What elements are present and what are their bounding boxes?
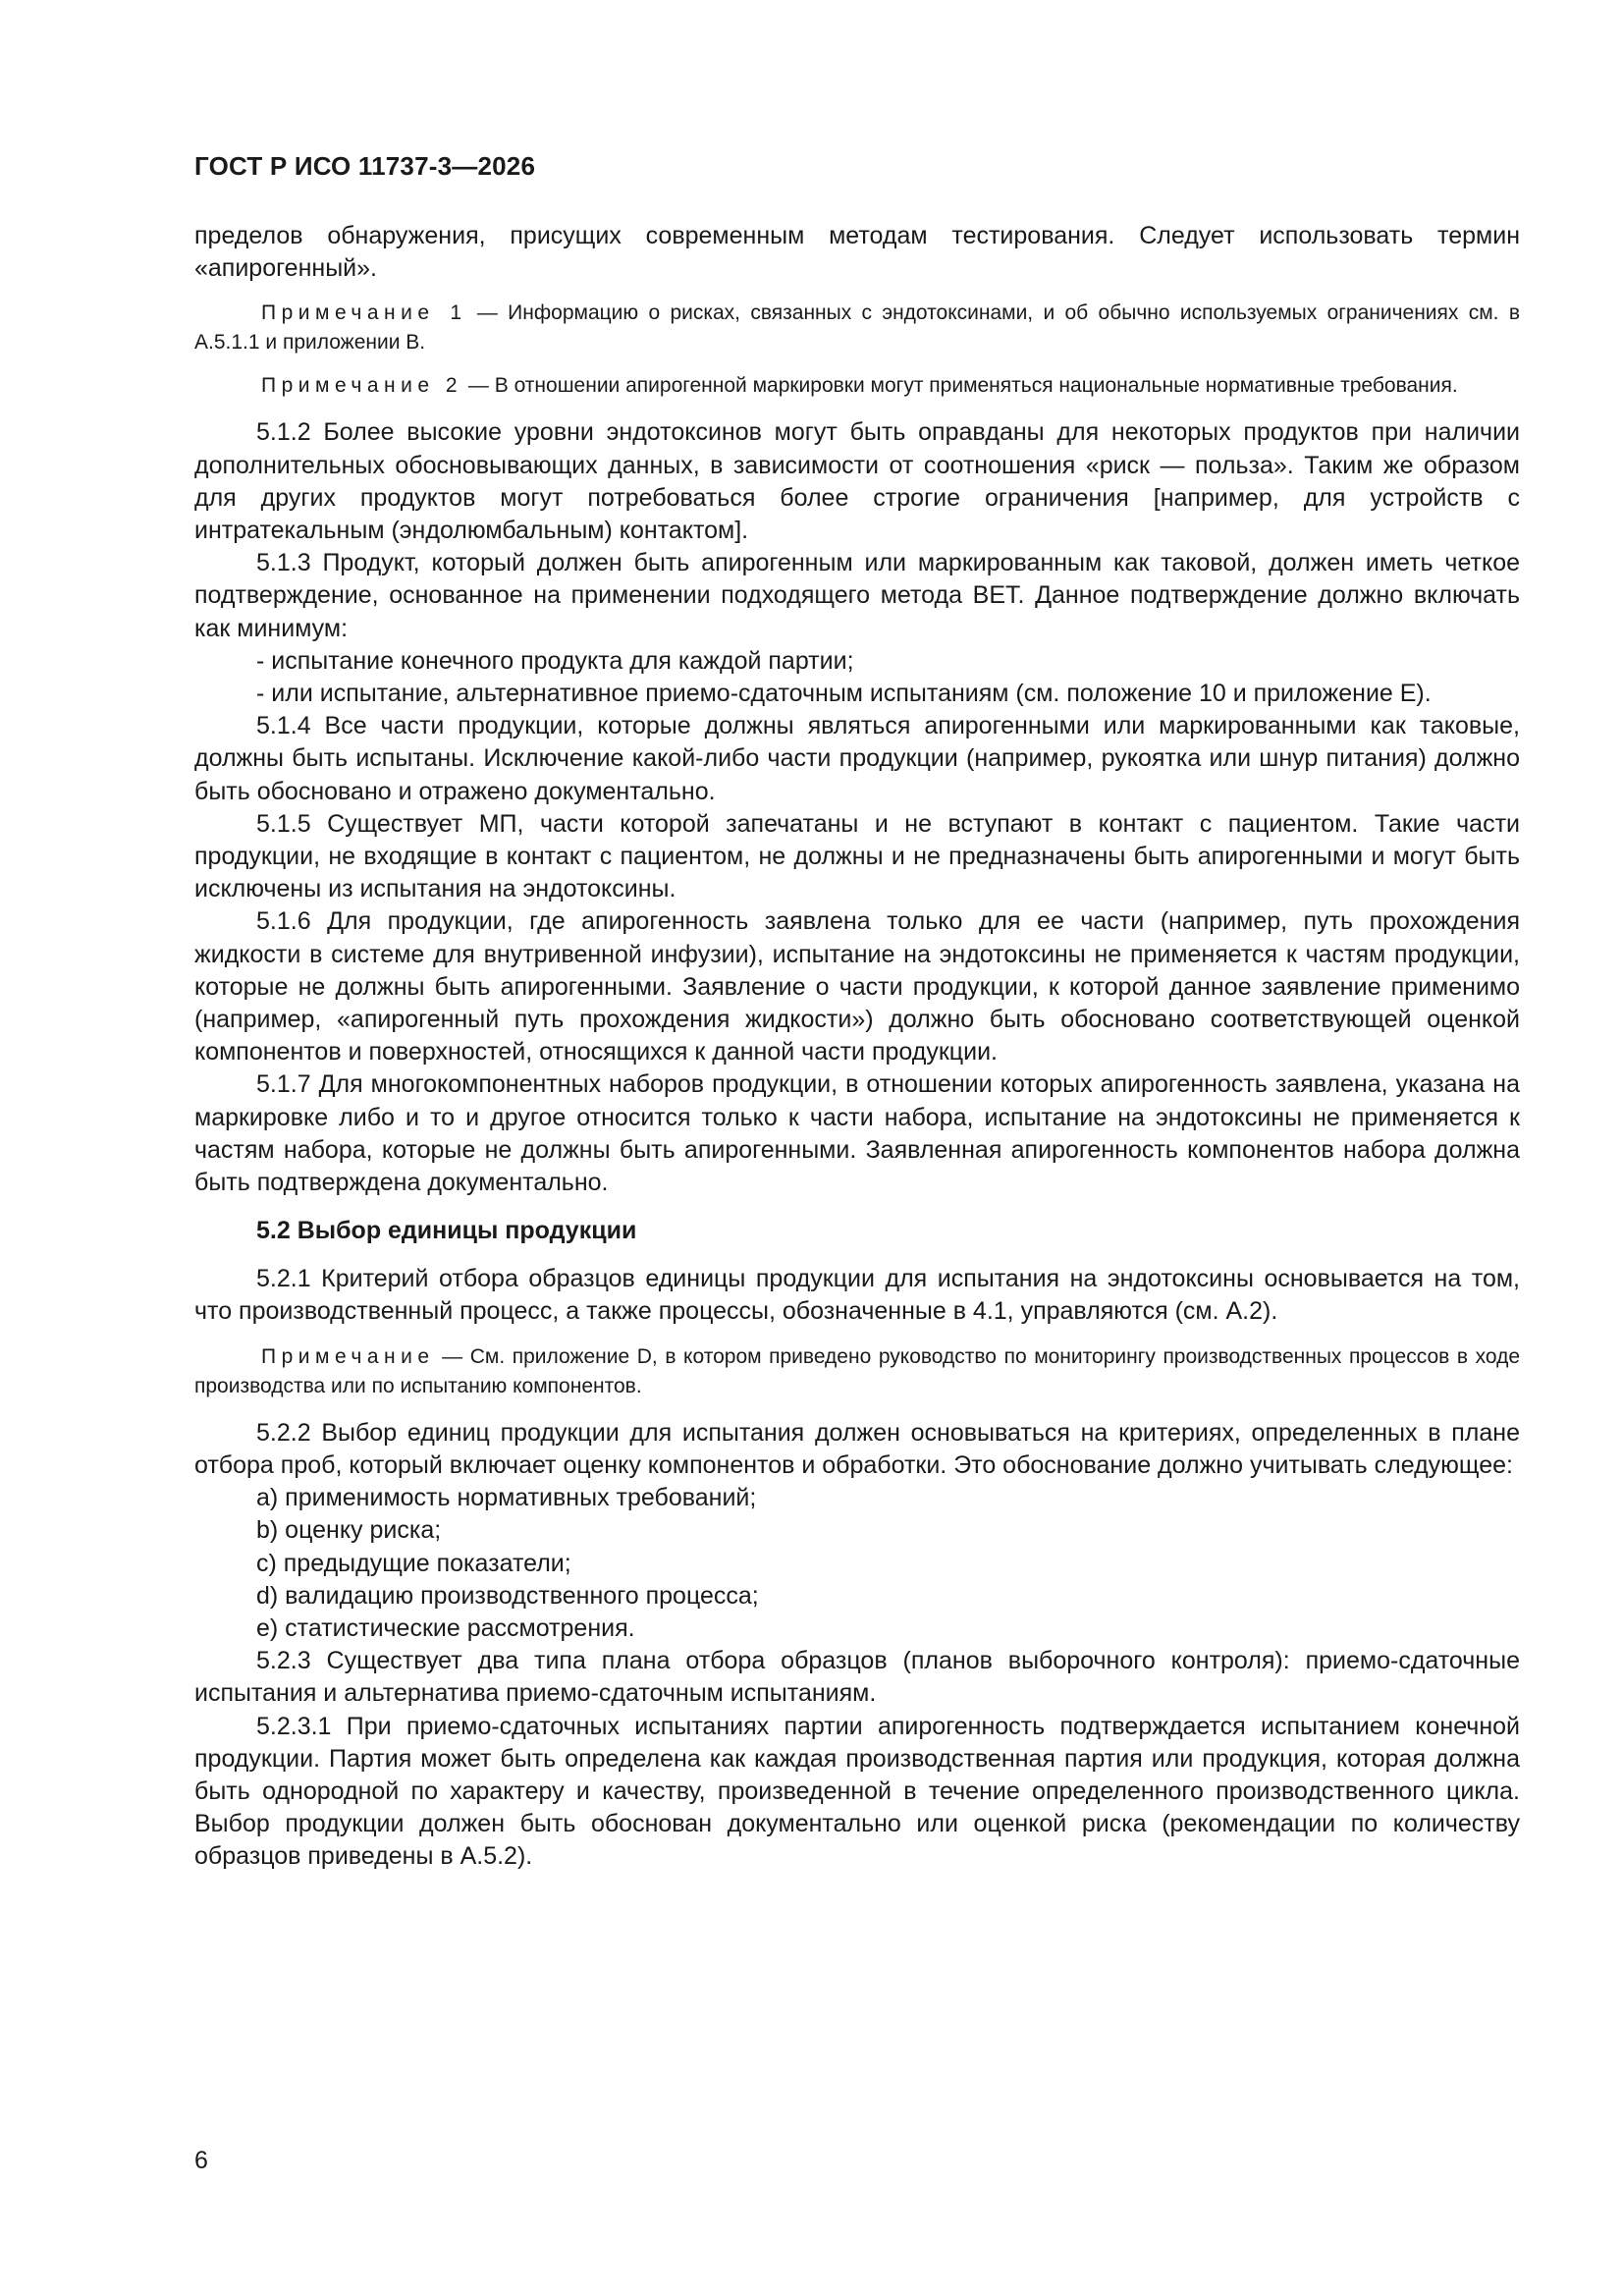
note-3-text: — См. приложение D, в котором приведено руководство по мониторингу производственных процессов в ходе производства или по испытанию компонентов. <box>194 1344 1520 1397</box>
note-2-text: — В отношении апирогенной маркировки могут применяться национальные нормативные требования. <box>462 374 1458 398</box>
document-body <box>194 220 1520 1874</box>
document-header: ГОСТ Р ИСО 11737-3—2026 <box>194 151 536 181</box>
note-2 <box>194 371 1520 401</box>
list-item: e) статистические рассмотрения. <box>256 1613 635 1642</box>
paragraph-5-1-2: 5.1.2 Более высокие уровни эндотоксинов могут быть оправданы для некоторых продуктов при наличии дополнительных обосновывающих данных, в зависимости от соотношения «риск — польза». Таким же образом для других продуктов могут потребоваться более строгие ограничения [например, для устройств с интратекальным (эндолюмбальным) контактом]. <box>194 418 1520 545</box>
list-item: a) применимость нормативных требований; <box>256 1484 757 1512</box>
paragraph-5-2-3-1: 5.2.3.1 При приемо-сдаточных испытаниях партии апирогенность подтверждается испытанием конечной продукции. Партия может быть определена как каждая производственная партия или продукция, которая должна быть однородной по характеру и качеству, произведенной в течение определенного производственного цикла. Выбор продукции должен быть обоснован документально или оценкой риска (рекомендации по количеству образцов приведены в А.5.2). <box>194 1712 1520 1871</box>
page-number: 6 <box>194 2147 208 2174</box>
note-1-text: — Информацию о рисках, связанных с эндотоксинами, и об обычно используемых ограничениях см. в А.5.1.1 и приложении В. <box>194 301 1520 355</box>
paragraph-5-2-2: 5.2.2 Выбор единиц продукции для испытания должен основываться на критериях, определенных в плане отбора проб, который включает оценку компонентов и обработки. Это обоснование должно учитывать следующее: <box>194 1418 1520 1479</box>
paragraph-5-2-3: 5.2.3 Существует два типа плана отбора образцов (планов выборочного контроля): приемо-сдаточные испытания и альтернатива приемо-сдаточным испытаниям. <box>194 1647 1520 1708</box>
list-item: - испытание конечного продукта для каждой партии; <box>256 646 854 675</box>
paragraph-5-1-3: 5.1.3 Продукт, который должен быть апирогенным или маркированным как таковой, должен иметь четкое подтверждение, основанное на применении подходящего метода BET. Данное подтверждение должно включать как минимум: <box>194 549 1520 642</box>
note-3 <box>194 1342 1520 1401</box>
paragraph-5-1-4: 5.1.4 Все части продукции, которые должны являться апирогенными или маркированными как таковые, должны быть испытаны. Исключение какой-либо части продукции (например, рукоятка или шнур питания) должно быть обосновано и отражено документально. <box>194 712 1520 805</box>
paragraph-continuation: пределов обнаружения, присущих современным методам тестирования. Следует использовать термин «апирогенный». <box>194 222 1520 283</box>
note-2-label: Примечание 2 <box>261 374 463 398</box>
section-5-2-title: 5.2 Выбор единицы продукции <box>256 1217 637 1245</box>
note-3-label: Примечание <box>261 1344 435 1368</box>
note-1 <box>194 299 1520 357</box>
list-item: b) оценку риска; <box>256 1516 442 1545</box>
note-1-label: Примечание 1 <box>261 301 467 325</box>
paragraph-5-1-5: 5.1.5 Существует МП, части которой запечатаны и не вступают в контакт с пациентом. Такие части продукции, не входящие в контакт с пациентом, не должны и не предназначены быть апирогенными и могут быть исключены из испытания на эндотоксины. <box>194 809 1520 903</box>
paragraph-5-1-6: 5.1.6 Для продукции, где апирогенность заявлена только для ее части (например, путь прохождения жидкости в системе для внутривенной инфузии), испытание на эндотоксины не применяется к частям продукции, которые не должны быть апирогенными. Заявление о части продукции, к которой данное заявление применимо (например, «апирогенный путь прохождения жидкости») должно быть обосновано соответствующей оценкой компонентов и поверхностей, относящихся к данной части продукции. <box>194 907 1520 1066</box>
list-item: c) предыдущие показатели; <box>256 1549 571 1577</box>
paragraph-5-1-7: 5.1.7 Для многокомпонентных наборов продукции, в отношении которых апирогенность заявлена, указана на маркировке либо и то и другое относится только к части набора, испытание на эндотоксины не применяется к частям набора, которые не должны быть апирогенными. Заявленная апирогенность компонентов набора должна быть подтверждена документально. <box>194 1070 1520 1197</box>
list-item: - или испытание, альтернативное приемо-сдаточным испытаниям (см. положение 10 и приложение Е). <box>256 680 1432 708</box>
list-item: d) валидацию производственного процесса; <box>256 1581 759 1610</box>
paragraph-5-2-1: 5.2.1 Критерий отбора образцов единицы продукции для испытания на эндотоксины основывается на том, что производственный процесс, а также процессы, обозначенные в 4.1, управляются (см. А.2). <box>194 1265 1520 1326</box>
